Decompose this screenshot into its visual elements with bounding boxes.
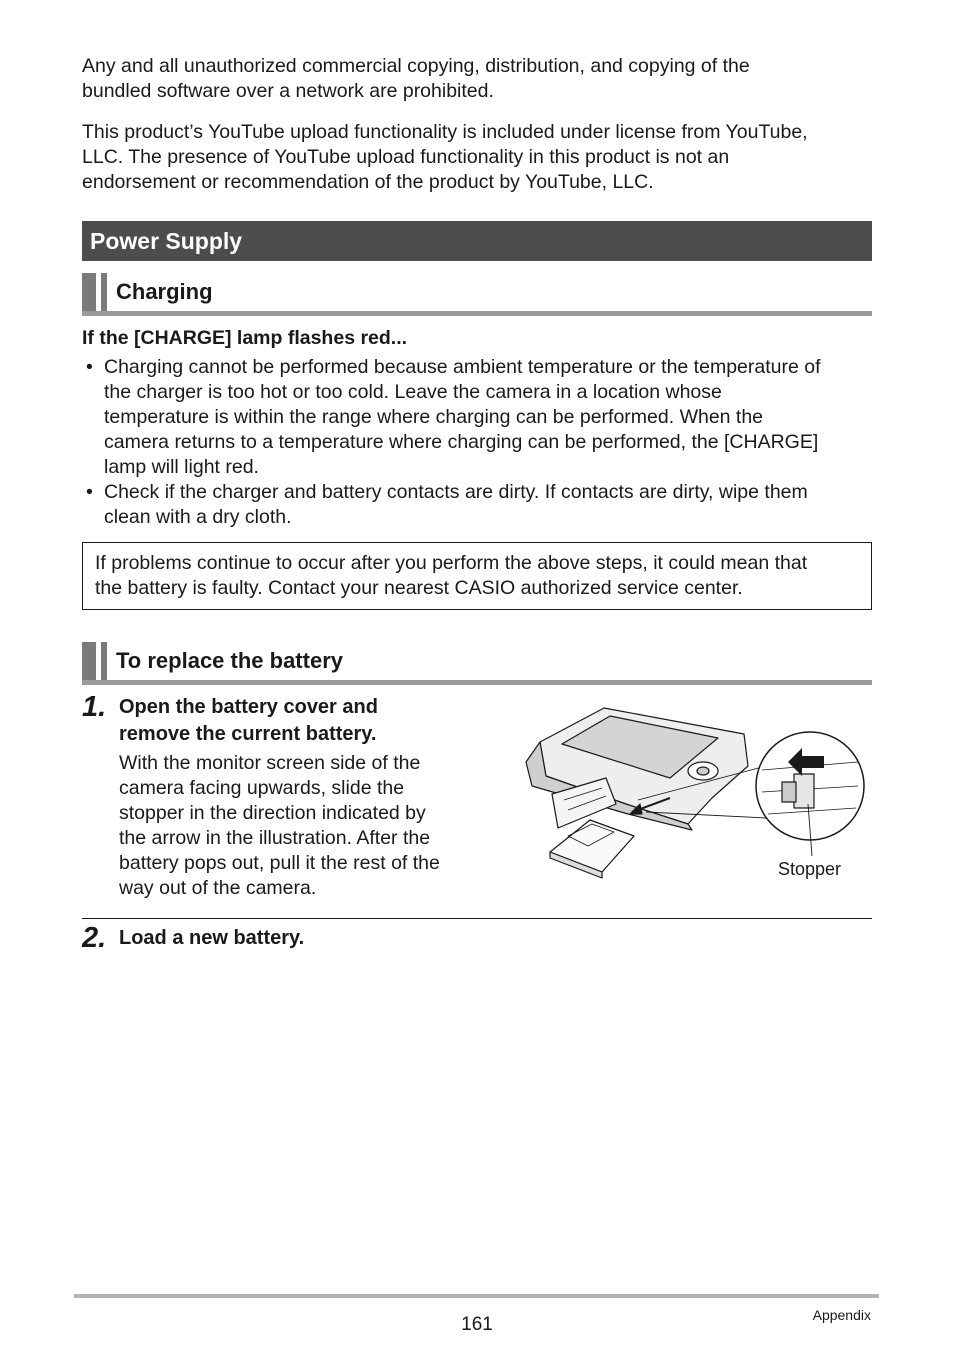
text-line: the charger is too hot or too cold. Leave the camera in a location whose xyxy=(104,381,722,403)
text-line: the arrow in the illustration. After the xyxy=(119,827,431,849)
section-title: Power Supply xyxy=(90,228,243,254)
text-line: bundled software over a network are prohibited. xyxy=(82,80,494,102)
charging-heading xyxy=(82,273,872,316)
text-line: clean with a dry cloth. xyxy=(104,506,292,528)
heading-marker xyxy=(101,642,107,680)
charge-lamp-subheading: If the [CHARGE] lamp flashes red... xyxy=(82,327,408,349)
charging-bullet-list xyxy=(82,355,872,530)
step-2-number: 2. xyxy=(82,922,107,954)
heading-marker xyxy=(82,642,96,680)
footer-section-label: Appendix xyxy=(812,1307,871,1323)
text-line: the battery is faulty. Contact your nearest CASIO authorized service center. xyxy=(95,577,743,599)
footer-rule xyxy=(74,1294,879,1298)
text-line: battery pops out, pull it the rest of the xyxy=(119,852,440,874)
text-line: lamp will light red. xyxy=(104,456,259,478)
text-line: camera returns to a temperature where charging can be performed, the [CHARGE] xyxy=(104,431,819,453)
heading-marker xyxy=(82,273,96,311)
note-box xyxy=(82,542,872,610)
text-line: If problems continue to occur after you perform the above steps, it could mean that xyxy=(95,552,808,574)
text-line: camera facing upwards, slide the xyxy=(119,777,405,799)
replace-battery-heading xyxy=(82,642,872,685)
step-1-title xyxy=(119,694,378,748)
text-line: With the monitor screen side of the xyxy=(119,752,421,774)
step-1-body xyxy=(119,751,479,901)
text-line: stopper in the direction indicated by xyxy=(119,802,426,824)
text-line: remove the current battery. xyxy=(119,723,377,745)
text-line: Check if the charger and battery contacts are dirty. If contacts are dirty, wipe them xyxy=(104,481,808,503)
bullet-marker: • xyxy=(86,481,93,503)
bullet-marker: • xyxy=(86,356,93,378)
step-1-number: 1. xyxy=(82,691,107,723)
text-line: Charging cannot be performed because ambient temperature or the temperature of xyxy=(104,356,821,378)
intro-paragraph-2 xyxy=(82,120,872,195)
bullet-item xyxy=(82,480,872,530)
bullet-item xyxy=(82,355,872,480)
replace-battery-heading-text: To replace the battery xyxy=(116,648,343,673)
text-line: temperature is within the range where charging can be performed. When the xyxy=(104,406,764,428)
intro-paragraph-1 xyxy=(82,54,872,104)
text-line: This product’s YouTube upload functionality is included under license from YouTube, xyxy=(82,121,808,143)
text-line: Any and all unauthorized commercial copying, distribution, and copying of the xyxy=(82,55,750,77)
text-line: LLC. The presence of YouTube upload functionality in this product is not an xyxy=(82,146,730,168)
page-number: 161 xyxy=(461,1314,493,1335)
section-title-bar xyxy=(82,221,872,261)
text-line: endorsement or recommendation of the product by YouTube, LLC. xyxy=(82,171,654,193)
text-line: Open the battery cover and xyxy=(119,696,378,718)
charging-heading-text: Charging xyxy=(116,279,213,304)
stopper-label: Stopper xyxy=(778,859,842,879)
step-divider xyxy=(82,918,872,919)
step-2-title: Load a new battery. xyxy=(119,927,305,949)
text-line: way out of the camera. xyxy=(119,877,317,899)
heading-marker xyxy=(101,273,107,311)
